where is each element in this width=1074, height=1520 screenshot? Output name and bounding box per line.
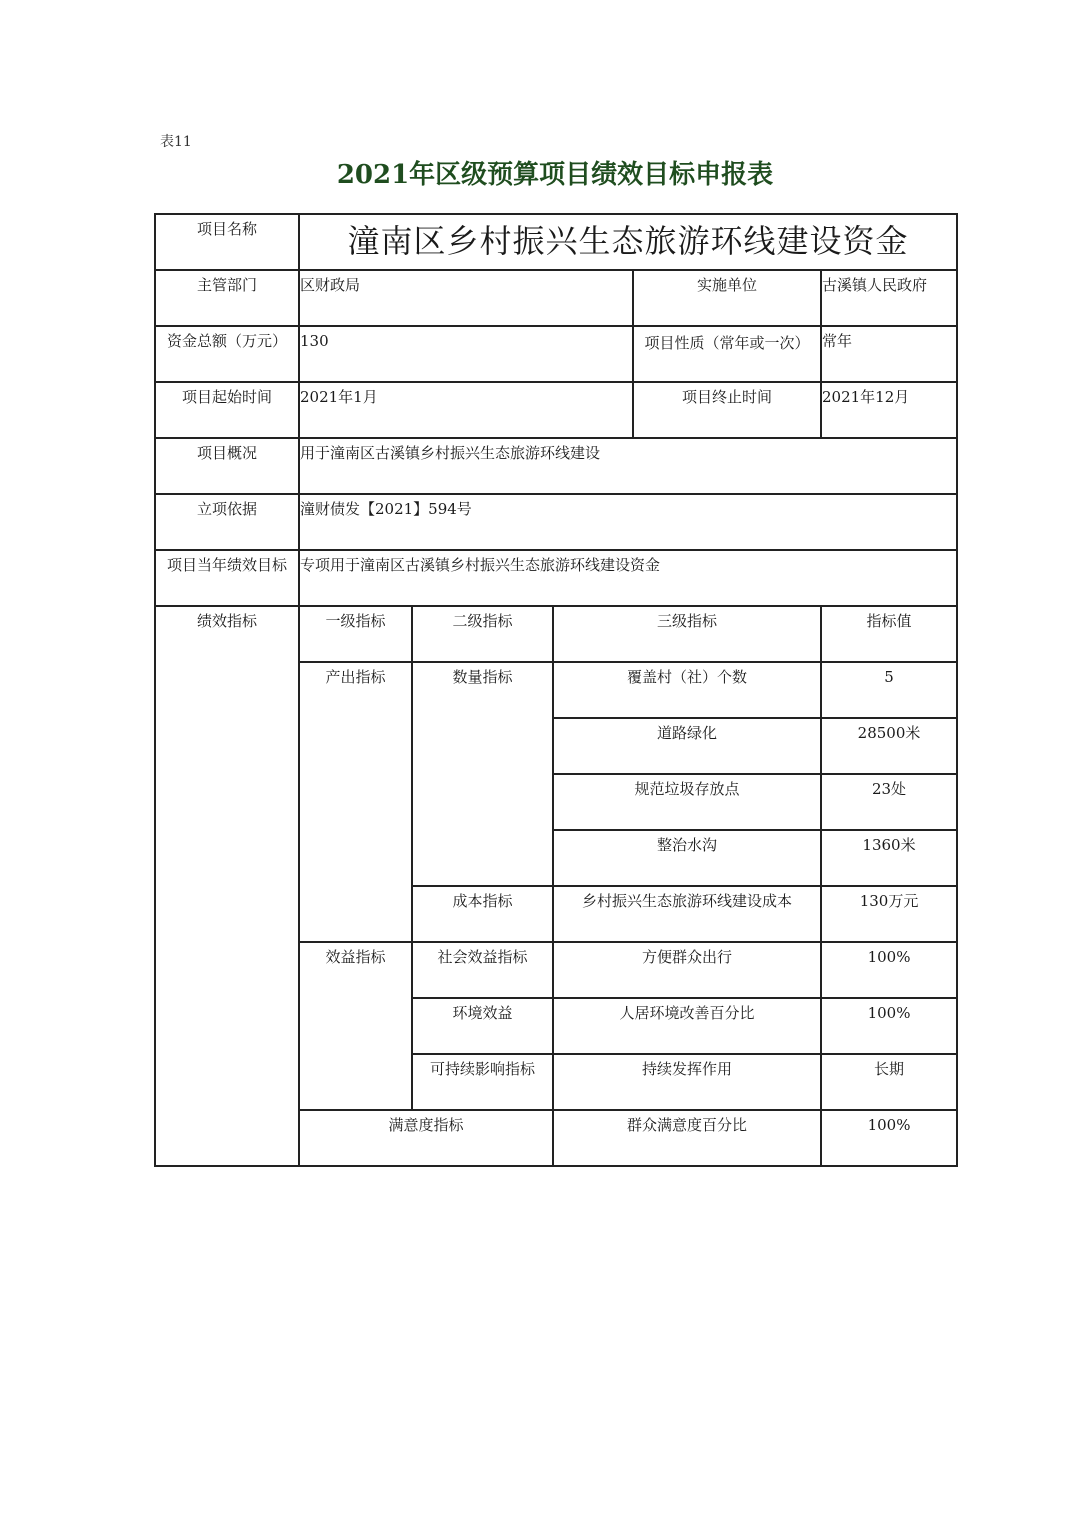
value-nature: 常年 xyxy=(821,326,957,382)
indicator-name: 覆盖村（社）个数 xyxy=(553,662,821,718)
row-indicator-header xyxy=(155,606,957,662)
row-basis xyxy=(155,494,957,550)
indicator-name: 乡村振兴生态旅游环线建设成本 xyxy=(553,886,821,942)
label-overview: 项目概况 xyxy=(155,438,299,494)
value-basis: 潼财债发【2021】594号 xyxy=(299,494,957,550)
row-annual-goal xyxy=(155,550,957,606)
indicator-satisfaction: 满意度指标 xyxy=(299,1110,553,1166)
indicator-name: 方便群众出行 xyxy=(553,942,821,998)
indicator-value: 130万元 xyxy=(821,886,957,942)
label-perf-indicators: 绩效指标 xyxy=(155,606,299,1166)
indicator-value: 23处 xyxy=(821,774,957,830)
indicator-quantity: 数量指标 xyxy=(412,662,553,886)
indicator-name: 道路绿化 xyxy=(553,718,821,774)
indicator-value: 28500米 xyxy=(821,718,957,774)
indicator-output: 产出指标 xyxy=(299,662,412,942)
label-total-funds: 资金总额（万元） xyxy=(155,326,299,382)
label-end-time: 项目终止时间 xyxy=(633,382,821,438)
header-level3: 三级指标 xyxy=(553,606,821,662)
label-annual-goal: 项目当年绩效目标 xyxy=(155,550,299,606)
document-title: 2021年区级预算项目绩效目标申报表 xyxy=(336,160,774,190)
value-overview: 用于潼南区古溪镇乡村振兴生态旅游环线建设 xyxy=(299,438,957,494)
indicator-name: 持续发挥作用 xyxy=(553,1054,821,1110)
row-time xyxy=(155,382,957,438)
indicator-value: 100% xyxy=(821,942,957,998)
value-impl-unit: 古溪镇人民政府 xyxy=(821,270,957,326)
header-level1: 一级指标 xyxy=(299,606,412,662)
indicator-sustain: 可持续影响指标 xyxy=(412,1054,553,1110)
performance-goal-form xyxy=(154,213,958,1167)
indicator-benefit: 效益指标 xyxy=(299,942,412,1110)
value-annual-goal: 专项用于潼南区古溪镇乡村振兴生态旅游环线建设资金 xyxy=(299,550,957,606)
value-start-time: 2021年1月 xyxy=(299,382,633,438)
label-dept: 主管部门 xyxy=(155,270,299,326)
header-level2: 二级指标 xyxy=(412,606,553,662)
table-number: 表11 xyxy=(160,134,192,150)
indicator-value: 1360米 xyxy=(821,830,957,886)
indicator-value: 5 xyxy=(821,662,957,718)
value-end-time: 2021年12月 xyxy=(821,382,957,438)
indicator-value: 100% xyxy=(821,1110,957,1166)
indicator-name: 人居环境改善百分比 xyxy=(553,998,821,1054)
row-department xyxy=(155,270,957,326)
label-start-time: 项目起始时间 xyxy=(155,382,299,438)
label-nature-cell xyxy=(633,326,821,382)
indicator-value: 100% xyxy=(821,998,957,1054)
indicator-env: 环境效益 xyxy=(412,998,553,1054)
indicator-cost: 成本指标 xyxy=(412,886,553,942)
header-value: 指标值 xyxy=(821,606,957,662)
label-nature: 项目性质（常年或一次） xyxy=(644,334,810,352)
label-project-name: 项目名称 xyxy=(155,214,299,270)
indicator-name: 整治水沟 xyxy=(553,830,821,886)
value-project-name-cell xyxy=(299,214,957,270)
row-overview xyxy=(155,438,957,494)
label-impl-unit: 实施单位 xyxy=(633,270,821,326)
indicator-value: 长期 xyxy=(821,1054,957,1110)
value-project-name: 潼南区乡村振兴生态旅游环线建设资金 xyxy=(347,222,909,260)
row-funds xyxy=(155,326,957,382)
row-project-name xyxy=(155,214,957,270)
label-basis: 立项依据 xyxy=(155,494,299,550)
indicator-social: 社会效益指标 xyxy=(412,942,553,998)
value-dept: 区财政局 xyxy=(299,270,633,326)
value-total-funds: 130 xyxy=(299,326,633,382)
indicator-name: 规范垃圾存放点 xyxy=(553,774,821,830)
indicator-name: 群众满意度百分比 xyxy=(553,1110,821,1166)
